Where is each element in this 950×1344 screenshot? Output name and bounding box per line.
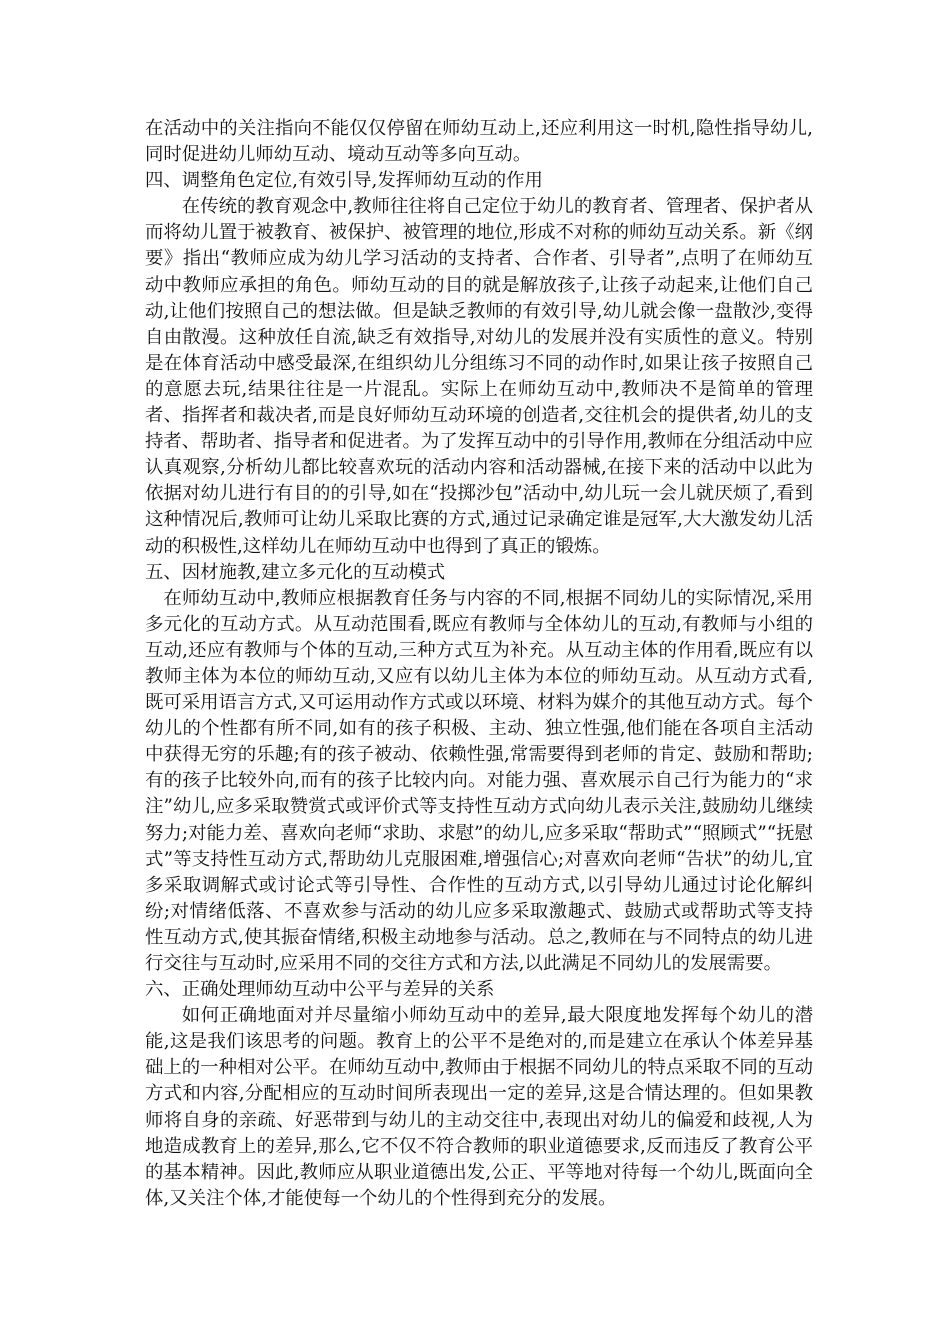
- section-4-paragraph: 在传统的教育观念中,教师往往将自己定位于幼儿的教育者、管理者、保护者从而将幼儿置于被教育、被保护、被管理的地位,形成不对称的师幼互动关系。新《纲要》指出“教师应成为幼儿学习活动的支持者、合作者、引导者”,点明了在师幼互动中教师应承担的角色。师幼互动的目的就是解放孩子,让孩子动起来,让他们自己动,让他们按照自己的想法做。但是缺乏教师的有效引导,幼儿就会像一盘散沙,变得自由散漫。这种放任自流,缺乏有效指导,对幼儿的发展并没有实质性的意义。特别是在体育活动中感受最深,在组织幼儿分组练习不同的动作时,如果让孩子按照自己的意愿去玩,结果往往是一片混乱。实际上在师幼互动中,教师决不是简单的管理者、指挥者和裁决者,而是良好师幼互动环境的创造者,交往机会的提供者,幼儿的支持者、帮助者、指导者和促进者。为了发挥互动中的引导作用,教师在分组活动中应认真观察,分析幼儿都比较喜欢玩的活动内容和活动器械,在接下来的活动中以此为依据对幼儿进行有目的的引导,如在“投掷沙包”活动中,幼儿玩一会儿就厌烦了,看到这种情况后,教师可让幼儿采取比赛的方式,通过记录确定谁是冠军,大大激发幼儿活动的积极性,这样幼儿在师幼互动中也得到了真正的锻炼。: [145, 196, 813, 557]
- section-heading-4: 四、调整角色定位,有效引导,发挥师幼互动的作用: [145, 170, 543, 192]
- document-page: [145, 116, 813, 1212]
- section-heading-5: 五、因材施教,建立多元化的互动模式: [145, 561, 446, 583]
- section-heading-6: 六、正确处理师幼互动中公平与差异的关系: [145, 979, 495, 1001]
- section-6-paragraph: 如何正确地面对并尽量缩小师幼互动中的差异,最大限度地发挥每个幼儿的潜能,这是我们该思考的问题。教育上的公平不是绝对的,而是建立在承认个体差异基础上的一种相对公平。在师幼互动中,教师由于根据不同幼儿的特点采取不同的互动方式和内容,分配相应的互动时间所表现出一定的差异,这是合情达理的。但如果教师将自身的亲疏、好恶带到与幼儿的主动交往中,表现出对幼儿的偏爱和歧视,人为地造成教育上的差异,那么,它不仅不符合教师的职业道德要求,反而违反了教育公平的基本精神。因此,教师应从职业道德出发,公正、平等地对待每一个幼儿,既面向全体,又关注个体,才能使每一个幼儿的个性得到充分的发展。: [145, 1005, 813, 1209]
- paragraph-continuation: 在活动中的关注指向不能仅仅停留在师幼互动上,还应利用这一时机,隐性指导幼儿,同时促进幼儿师幼互动、境动互动等多向互动。: [145, 118, 813, 166]
- section-5-paragraph: 在师幼互动中,教师应根据教育任务与内容的不同,根据不同幼儿的实际情况,采用多元化的互动方式。从互动范围看,既应有教师与全体幼儿的互动,有教师与小组的互动,还应有教师与个体的互动,三种方式互为补充。从互动主体的作用看,既应有以教师主体为本位的师幼互动,又应有以幼儿主体为本位的师幼互动。从互动方式看,既可采用语言方式,又可运用动作方式或以环境、材料为媒介的其他互动方式。每个幼儿的个性都有所不同,如有的孩子积极、主动、独立性强,他们能在各项自主活动中获得无穷的乐趣;有的孩子被动、依赖性强,常需要得到老师的肯定、鼓励和帮助;有的孩子比较外向,而有的孩子比较内向。对能力强、喜欢展示自己行为能力的“求注”幼儿,应多采取赞赏式或评价式等支持性互动方式向幼儿表示关注,鼓励幼儿继续努力;对能力差、喜欢向老师“求助、求慰”的幼儿,应多采取“帮助式”“照顾式”“抚慰式”等支持性互动方式,帮助幼儿克服困难,增强信心;对喜欢向老师“告状”的幼儿,宜多采取调解式或讨论式等引导性、合作性的互动方式,以引导幼儿通过讨论化解纠纷;对情绪低落、不喜欢参与活动的幼儿应多采取激趣式、鼓励式或帮助式等支持性互动方式,使其振奋情绪,积极主动地参与活动。总之,教师在与不同特点的幼儿进行交往与互动时,应采用不同的交往方式和方法,以此满足不同幼儿的发展需要。: [145, 587, 813, 974]
